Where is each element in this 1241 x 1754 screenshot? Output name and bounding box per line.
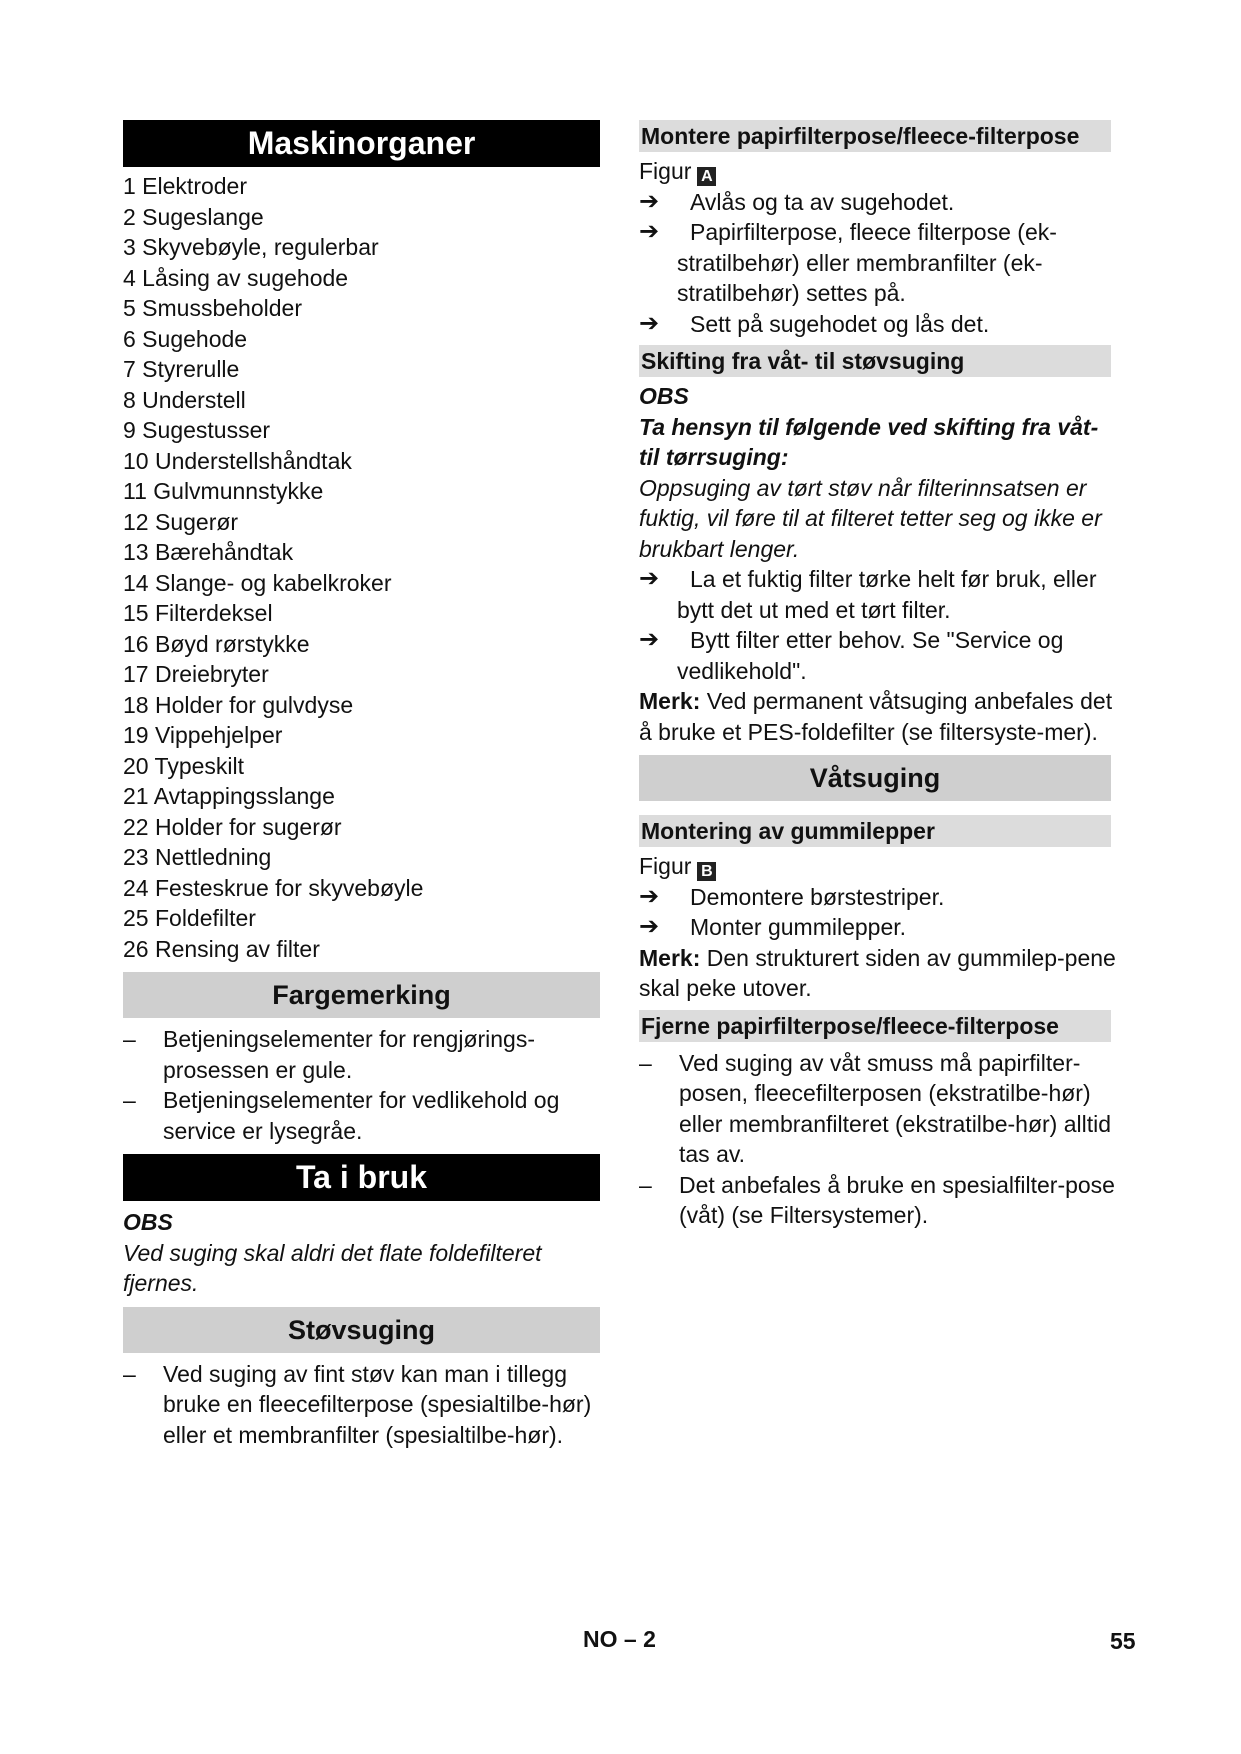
fjerne-list <box>639 1048 1124 1231</box>
list-item: 1 Elektroder <box>123 173 248 199</box>
arrow-icon: ➔ <box>639 218 660 245</box>
obs-label: OBS <box>123 1209 173 1235</box>
figure-b-icon: B <box>697 862 716 881</box>
page-number: 55 <box>1110 1628 1136 1654</box>
heading-stovsuging: Støvsuging <box>123 1307 600 1353</box>
list-item: 20 Typeskilt <box>123 752 245 779</box>
list-item: 25 Foldefilter <box>123 905 256 931</box>
arrow-icon: ➔ <box>639 913 660 940</box>
figure-ref-b <box>639 851 1124 882</box>
step-item: ➔ La et fuktig filter tørke helt før bruk, eller bytt det ut med et tørt filter. <box>639 565 1097 623</box>
figure-label: Figur <box>639 158 692 184</box>
list-item: 5 Smussbeholder <box>123 295 302 321</box>
list-item: 24 Festeskrue for skyvebøyle <box>123 874 424 901</box>
step-item: ➔ Papirfilterpose, fleece filterpose (ek-stratilbehør) eller membranfilter (ek-stratilbehør) settes på. <box>639 218 1057 306</box>
list-item: 8 Understell <box>123 386 246 413</box>
heading-montering: Montering av gummilepper <box>639 815 1111 847</box>
fargemerking-list <box>123 1024 600 1146</box>
list-item: 21 Avtappingsslange <box>123 783 335 809</box>
merk-text: Ved permanent våtsuging anbefales det å bruke et PES-foldefilter (se filtersyste-mer). <box>639 688 1113 745</box>
merk-note <box>639 943 1124 1004</box>
step-item: ➔ Sett på sugehodet og lås det. <box>639 309 1124 340</box>
figure-a-icon: A <box>697 167 716 186</box>
arrow-icon: ➔ <box>639 309 660 337</box>
right-column <box>639 120 1124 1231</box>
figure-ref-a <box>639 156 1124 187</box>
list-item: 2 Sugeslange <box>123 203 264 230</box>
warning-heading: Ta hensyn til følgende ved skifting fra våt- til tørrsuging: <box>639 413 1099 470</box>
list-item: 6 Sugehode <box>123 325 248 352</box>
list-item: 26 Rensing av filter <box>123 935 320 962</box>
heading-ta-i-bruk: Ta i bruk <box>123 1154 600 1201</box>
list-item: 17 Dreiebryter <box>123 661 269 687</box>
list-item: – Betjeningselementer for rengjørings-prosessen er gule. <box>123 1024 600 1085</box>
heading-fjerne: Fjerne papirfilterpose/fleece-filterpose <box>639 1010 1111 1042</box>
list-item: 19 Vippehjelper <box>123 722 283 748</box>
heading-maskinorganer: Maskinorganer <box>123 120 600 167</box>
merk-label: Merk: <box>639 688 701 714</box>
parts-list <box>123 171 600 964</box>
arrow-icon: ➔ <box>639 187 660 215</box>
list-item: 18 Holder for gulvdyse <box>123 691 354 718</box>
step-item: ➔ Bytt filter etter behov. Se "Service og vedlikehold". <box>639 626 1064 684</box>
list-item: 10 Understellshåndtak <box>123 447 352 474</box>
list-item: – Betjeningselementer for vedlikehold og service er lysegråe. <box>123 1085 600 1146</box>
heading-montere: Montere papirfilterpose/fleece-filterpose <box>639 120 1111 152</box>
list-item: 15 Filterdeksel <box>123 600 273 626</box>
list-item: 13 Bærehåndtak <box>123 539 294 565</box>
arrow-icon: ➔ <box>639 626 660 653</box>
step-item: ➔ Demontere børstestriper. <box>639 882 1124 913</box>
list-item: 23 Nettledning <box>123 844 272 870</box>
step-item: ➔ Monter gummilepper. <box>639 912 1124 943</box>
ta-i-bruk-note: Ved suging skal aldri det flate foldefilteret fjernes. <box>123 1239 542 1296</box>
obs-label: OBS <box>639 383 689 409</box>
heading-skifting: Skifting fra våt- til støvsuging <box>639 345 1111 377</box>
list-item: 7 Styrerulle <box>123 356 240 382</box>
list-item: 9 Sugestusser <box>123 417 271 443</box>
heading-vatsuging: Våtsuging <box>639 755 1111 801</box>
step-item: ➔ Avlås og ta av sugehodet. <box>639 187 1124 218</box>
list-item: – Ved suging av fint støv kan man i tillegg bruke en fleecefilterpose (spesialtilbe-hør) eller et membranfilter (spesialtilbe-hør). <box>123 1359 600 1451</box>
list-item: 11 Gulvmunnstykke <box>123 478 324 504</box>
list-item: 4 Låsing av sugehode <box>123 264 349 291</box>
arrow-icon: ➔ <box>639 882 660 910</box>
list-item: 16 Bøyd rørstykke <box>123 630 310 657</box>
list-item: 3 Skyvebøyle, regulerbar <box>123 234 379 260</box>
left-column <box>123 120 600 1450</box>
arrow-icon: ➔ <box>639 565 660 592</box>
merk-label: Merk: <box>639 944 701 971</box>
heading-fargemerking: Fargemerking <box>123 972 600 1018</box>
merk-text: Den strukturert siden av gummilep-pene skal peke utover. <box>639 944 1116 1001</box>
figure-label: Figur <box>639 853 692 879</box>
warning-text: Oppsuging av tørt støv når filterinnsatsen er fuktig, vil føre til at filteret tetter seg og ikke er brukbart lenger. <box>639 474 1102 562</box>
list-item: – Det anbefales å bruke en spesialfilter-pose (våt) (se Filtersystemer). <box>639 1170 1124 1231</box>
merk-note <box>639 686 1124 747</box>
list-item: 22 Holder for sugerør <box>123 813 342 840</box>
list-item: 12 Sugerør <box>123 508 239 535</box>
list-item: 14 Slange- og kabelkroker <box>123 569 392 596</box>
list-item: – Ved suging av våt smuss må papirfilter-posen, fleecefilterposen (ekstratilbe-hør) eller membranfilteret (ekstratilbe-hør) alltid tas av. <box>639 1048 1124 1170</box>
stovsuging-list <box>123 1359 600 1451</box>
footer-section: NO – 2 <box>583 1626 656 1652</box>
